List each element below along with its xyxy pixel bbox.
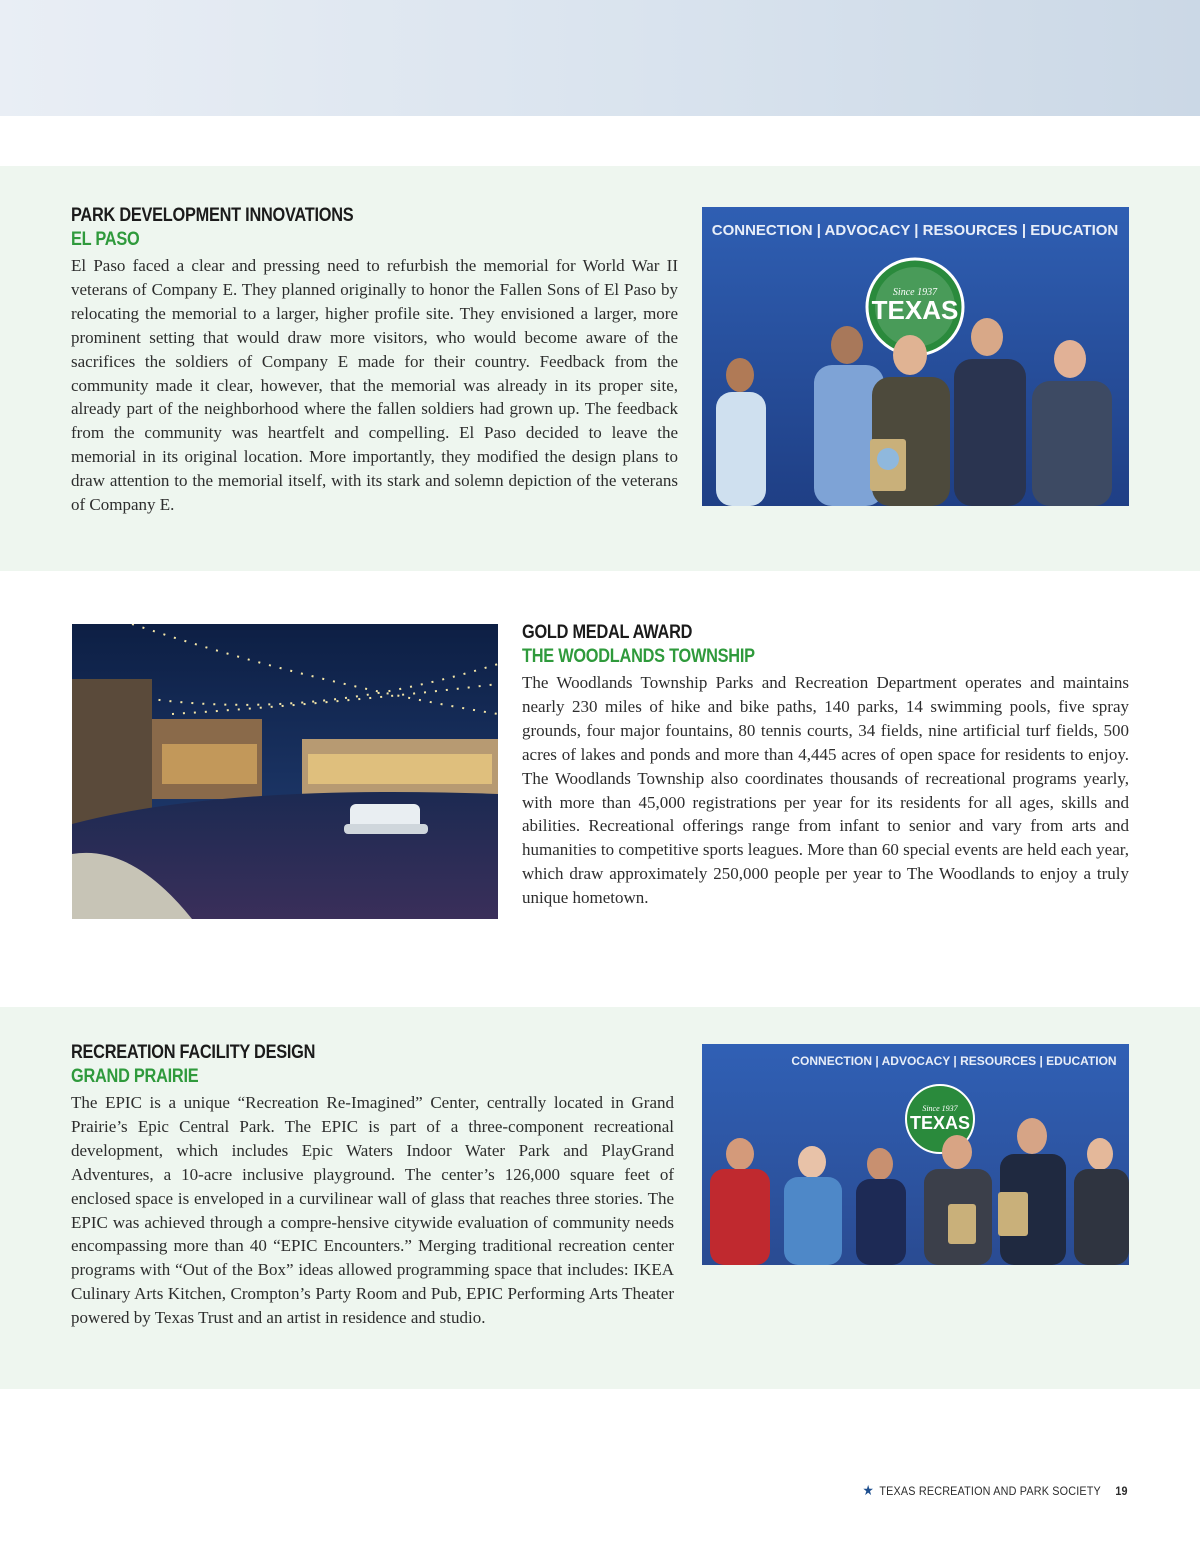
section-subheading: EL PASO (71, 229, 140, 250)
award-photo-el-paso (702, 207, 1129, 506)
section-el-paso (71, 204, 678, 517)
section-body: The EPIC is a unique “Recreation Re-Imagined” Center, centrally located in Grand Prairie’s Epic Central Park. The EPIC is part of a three-component recreational development, which includes Epic Waters Indoor Water Park and PlayGrand Adventures, a 10-acre inclusive playground. The center’s 126,000 square feet of enclosed space is enveloped in a curvilinear wall of glass that reaches three stories. The EPIC was achieved through a compre-hensive citywide evaluation of community needs encompassing more than 40 “EPIC Encounters.” Merging traditional recreation center programs with “Out of the Box” ideas allowed programming space that includes: IKEA Culinary Arts Kitchen, Crompton’s Party Room and Pub, EPIC Performing Arts Theater powered by Texas Trust and an artist in residence and studio. (71, 1093, 674, 1328)
section-subheading: GRAND PRAIRIE (71, 1066, 199, 1087)
logo-since: Since 1937 (922, 1104, 958, 1113)
photo-woodlands-waterway (72, 624, 498, 919)
footer-organization: TEXAS RECREATION AND PARK SOCIETY (879, 1483, 1102, 1498)
logo-word: TEXAS (871, 295, 959, 325)
section-subheading: THE WOODLANDS TOWNSHIP (522, 646, 755, 667)
section-heading: PARK DEVELOPMENT INNOVATIONS (71, 205, 354, 226)
star-icon: ★ (862, 1482, 875, 1498)
section-body: El Paso faced a clear and pressing need to refurbish the memorial for World War II veterans of Company E. They planned originally to honor the Fallen Sons of El Paso by relocating the memorial to a larger, higher profile site. They envisioned a larger, more prominent setting that would draw more visitors, who would become aware of the sacrifices the soldiers of Company E made for their country. Feedback from the community made it clear, however, that the memorial was already in its proper site, already part of the neighborhood where the fallen soldiers had grown up. The feedback from the community was heartfelt and compelling. El Paso decided to leave the memorial in its original location. More importantly, they modified the design plans to draw attention to the memorial itself, with its stark and solemn depiction of the veterans of Company E. (71, 256, 678, 515)
logo-since: Since 1937 (892, 287, 938, 298)
award-photo-grand-prairie (702, 1044, 1129, 1265)
page-footer (863, 1482, 1128, 1499)
header-band (0, 0, 1200, 116)
section-grand-prairie (71, 1041, 674, 1330)
banner-text: CONNECTION | ADVOCACY | RESOURCES | EDUCATION (791, 1054, 1117, 1068)
page-number: 19 (1115, 1483, 1128, 1498)
banner-text: CONNECTION | ADVOCACY | RESOURCES | EDUCATION (711, 222, 1119, 239)
section-woodlands (522, 621, 1129, 910)
section-heading: RECREATION FACILITY DESIGN (71, 1042, 316, 1063)
section-heading: GOLD MEDAL AWARD (522, 622, 693, 643)
section-body: The Woodlands Township Parks and Recreation Department operates and maintains nearly 230 miles of hike and bike paths, 140 parks, 14 swimming pools, five spray grounds, four major fountains, 80 tennis courts, 34 fields, nine artificial turf fields, 500 acres of lakes and ponds and more than 4,445 acres of open space for residents to enjoy. The Woodlands Township also coordinates thousands of recreational programs yearly, with more than 45,000 registrations per year for its residents for all ages, skills and abilities. Recreational offerings range from infant to senior and vary from arts and humanities to competitive sports leagues. More than 60 special events are held each year, which draw approximately 250,000 people per year to The Woodlands to enjoy a truly unique hometown. (522, 673, 1129, 908)
logo-word: TEXAS (909, 1113, 971, 1133)
